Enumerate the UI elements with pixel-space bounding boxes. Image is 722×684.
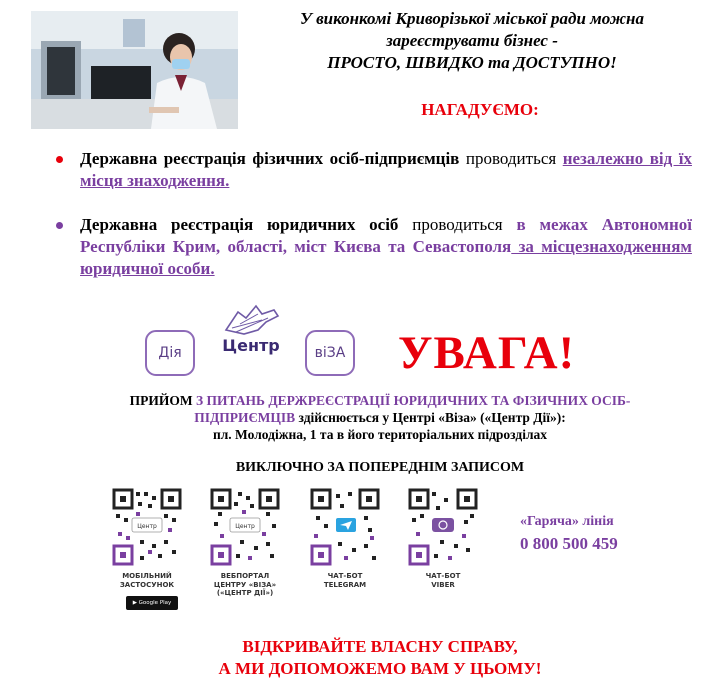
bullet-1-bold: Державна реєстрація фізичних осіб-підприємців bbox=[80, 149, 460, 168]
footer-line-2: А МИ ДОПОМОЖЕМО ВАМ У ЦЬОМУ! bbox=[218, 659, 542, 678]
qr-label-web-portal: ВЕБПОРТАЛ ЦЕНТРУ «ВІЗА» («ЦЕНТР ДІЇ») bbox=[213, 572, 277, 597]
qr-code-telegram[interactable] bbox=[310, 488, 380, 566]
headline bbox=[262, 8, 682, 74]
hotline-number[interactable]: 0 800 500 459 bbox=[520, 534, 618, 553]
footer-line-1: ВІДКРИВАЙТЕ ВЛАСНУ СПРАВУ, bbox=[242, 637, 518, 656]
qr-label-mobile-app: МОБІЛЬНИЙ ЗАСТОСУНОК bbox=[119, 572, 175, 589]
appointment-notice: ВИКЛЮЧНО ЗА ПОПЕРЕДНІМ ЗАПИСОМ bbox=[235, 460, 525, 475]
bullet-dot-red-icon bbox=[56, 156, 63, 163]
office-photo bbox=[31, 11, 238, 129]
google-play-badge[interactable]: ▶ Google Play bbox=[126, 596, 178, 610]
qr-code-web-portal[interactable] bbox=[210, 488, 280, 566]
reception-start: ПРИЙОМ bbox=[129, 393, 193, 408]
reception-topic: З ПИТАНЬ ДЕРЖРЕЄСТРАЦІЇ ЮРИДИЧНИХ ТА ФІЗИЧНИХ ОСІБ-ПІДПРИЄМЦІВ bbox=[192, 393, 631, 425]
reception-address: пл. Молодіжна, 1 та в його територіальних підрозділах bbox=[212, 427, 548, 442]
qr-center-text-2: Центр bbox=[235, 523, 255, 530]
office-photo-illustration bbox=[31, 11, 238, 129]
qr-label-viber: ЧАТ-БОТ VIBER bbox=[425, 572, 461, 589]
hotline-label: «Гаряча» лінія bbox=[520, 514, 614, 529]
bullet-2-highlight: в межах Автономної Республіки Крим, області, міст Києва та Севастополя bbox=[80, 215, 692, 256]
qr-code-viber[interactable] bbox=[408, 488, 478, 566]
center-logo-text: Центр bbox=[222, 336, 280, 355]
qr-code-mobile-app[interactable] bbox=[112, 488, 182, 566]
bullet-list bbox=[56, 148, 692, 280]
reception-info bbox=[100, 392, 660, 443]
bullet-individual-entrepreneurs bbox=[56, 148, 692, 192]
reminder-heading: НАГАДУЄМО: bbox=[421, 100, 539, 119]
bird-emblem-icon bbox=[222, 300, 282, 338]
headline-line-1: У виконкомі Криворізької міської ради можна bbox=[299, 9, 644, 28]
diia-logo: Дія bbox=[145, 330, 195, 376]
viza-logo: віЗА bbox=[305, 330, 355, 376]
qr-label-telegram: ЧАТ-БОТ TELEGRAM bbox=[323, 572, 367, 589]
bullet-2-bold: Державна реєстрація юридичних осіб bbox=[80, 215, 399, 234]
bullet-1-middle: проводиться bbox=[459, 149, 563, 168]
qr-center-text-1: Центр bbox=[137, 523, 157, 530]
headline-line-3: ПРОСТО, ШВИДКО та ДОСТУПНО! bbox=[327, 53, 617, 72]
bullet-1-highlight: незалежно від їх місця знаходження. bbox=[80, 149, 692, 190]
reception-rest: здійснюється у Центрі «Віза» («Центр Дії»): bbox=[295, 410, 566, 425]
headline-line-2: зареєструвати бізнес - bbox=[386, 31, 558, 50]
bullet-dot-purple-icon bbox=[56, 222, 63, 229]
bullet-legal-entities bbox=[56, 214, 692, 280]
attention-heading: УВАГА! bbox=[398, 327, 576, 379]
footer-slogan bbox=[120, 636, 640, 680]
bullet-2-middle: проводиться bbox=[398, 215, 517, 234]
bullet-2-tail: за місцезнаходженням юридичної особи. bbox=[80, 237, 692, 278]
